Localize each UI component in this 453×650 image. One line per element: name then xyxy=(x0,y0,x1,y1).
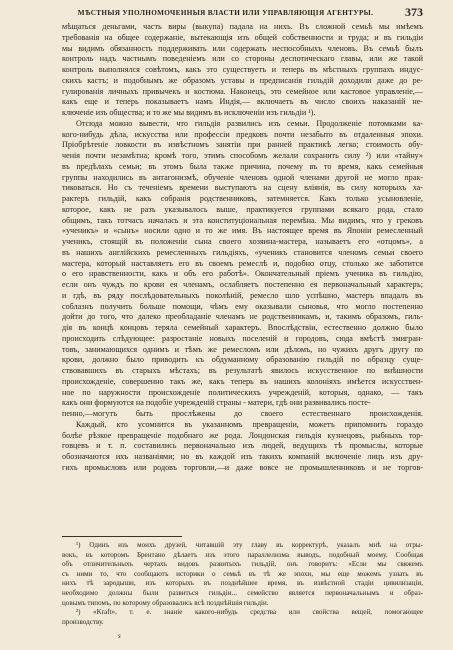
footnote-line: необходимо должны были развиться гильдіи... семейство является первоначальнымъ и образ- xyxy=(62,588,423,597)
footnotes xyxy=(62,541,423,627)
text-line: ключеніе изъ общества; и то же мы видимъ въ исключеніи изъ гильдіи ¹). xyxy=(62,108,316,117)
text-line: Пріобрѣтеніе ловкости въ извѣстномъ занятіи при ранней практикѣ легко; стоимость обу- xyxy=(62,140,423,150)
text-line: если онъ чуждъ по крови ея членамъ, ослабляетъ постепенно ея первоначальный характеръ; xyxy=(62,280,423,289)
text-line: соблазнъ получить больше помощи, чѣмъ ему оказывали сыновья, что могло постепенно xyxy=(62,301,423,311)
text-line: болѣе рѣзкое превращеніе подобнаго же рода. Лондонская гильдія кузнецовъ, рыбныхъ тор- xyxy=(62,430,423,440)
footnote-line: вокъ, въ которомъ Брентано дѣлаетъ изъ этого параллелизма выводъ, подобный моему. Сообщая xyxy=(62,550,423,559)
text-line: дія въ концѣ концовъ теряла семейный характеръ. Впослѣдствіи, естественно должно было xyxy=(62,323,423,332)
text-line: о его нравственности, какъ и объ его работѣ». Окончательный пріемъ ученика въ гильдію, xyxy=(62,269,423,279)
text-line: происходить слѣдующее: разростаніе новыхъ поселеній и городовъ, сюда вмѣстѣ эмигран- xyxy=(62,333,423,343)
text-line: контроль надъ частнымъ поведеніемъ или со стороны деспотическаго главы, или же такой xyxy=(62,54,423,64)
footnote-line: производству. xyxy=(62,617,104,626)
text-line: товъ, занимающихся однимъ и тѣмъ же ремесломъ или дѣломъ, но чужихъ другъ другу по xyxy=(62,344,423,354)
footnote-line: нихъ тѣ зародыши, изъ которыхъ въ позднѣйшее время, въ извѣстной стадіи цивилизаціи, xyxy=(62,579,423,588)
text-line: обозначаются ихъ названіями; но въ каждой изъ такихъ компаній включеніе лицъ изъ дру- xyxy=(62,452,423,461)
text-line: рактеръ гильдій, какъ собранія родственниковъ, затемняется. Какъ только усыновленіе, xyxy=(62,194,423,203)
text-line: дойти до того, что далеко преобладаніе членамъ не родственникамъ, и, такимъ образомъ, гиль- xyxy=(62,312,423,322)
text-line: происхожденіе, совершенно такъ же, какъ теперь въ нашихъ колоніяхъ имѣется искусствен- xyxy=(62,376,423,386)
text-line: требованія на общее содержаніе, вытекающія изъ общей собственности и труда; и въ гильдіи xyxy=(62,32,423,42)
text-line: говцевъ и т. п. составились первоначально изъ людей, ведущихъ тѣ промыслы, которые xyxy=(62,441,423,451)
footnote-rule xyxy=(62,536,182,537)
text-line: которое, какъ не разъ указывалось выше, практикуется группами всякаго рода, стало xyxy=(62,204,423,214)
text-line: контроль выполнялся совѣтомъ, какъ это существуетъ и теперь въ мѣстныхъ группахъ индус- xyxy=(62,65,423,74)
footnote-line: объ отличительныхъ чертахъ видовъ развитыхъ гильдій, онъ говоритъ: «Если мы свяжемъ xyxy=(62,560,423,569)
text-line: Отсюда можно вывести, что гильдія развились изъ семьи. Продолженіе потомками ка- xyxy=(76,118,423,128)
text-line: гихъ промысловъ или родовъ торговли,—и даже вовсе не промышленниковъ и не торгов- xyxy=(62,462,423,472)
footnote-line: ¹) Одинъ изъ моихъ друзей, читавшій эту главу въ корректурѣ, указалъ мнѣ на отры- xyxy=(76,541,423,549)
text-line: тиковаться. Но съ теченіемъ времени выступаютъ на сцену вліянія, въ силу которыхъ ха- xyxy=(62,183,423,193)
text-line: скихъ кастъ; и подобнымъ же образомъ уставы и предписанія гильдій доходили даже до ре- xyxy=(62,75,423,85)
footnote-line: съ ними то, что сообщаютъ историки о семьѣ въ тѣ же эпохи, мы еще можемъ узнать въ xyxy=(62,569,423,578)
text-line: гулированія личныхъ привычекъ и костюма. Наконецъ, это семейное или кастовое управленіе,— xyxy=(62,86,423,96)
text-line: «ученикъ» и «сынъ» носили одно и то же имя. Въ настоящее время въ Японіи ремесленный xyxy=(62,226,423,236)
text-line: группы находились въ антагонизмѣ, обученіе членовъ одной членами другой не могло прак- xyxy=(62,172,423,182)
text-line: ствовавшихъ въ старыхъ мѣстахъ; въ результатѣ явилось искусственное по внѣшности xyxy=(62,366,423,375)
text-line: общимъ, такъ тотчасъ началась и эта конституціональная перемѣна. Мы видимъ, что у грековъ xyxy=(62,215,423,225)
text-line: кого-нибудь дѣла, искусства или профессіи предковъ почти незабыто въ отдаленныя эпохи. xyxy=(62,129,423,139)
footnote-line: ²) «Kraft», т. е. знаніе какого-нибудь средства или свойства вещей, помогающее xyxy=(76,608,423,617)
running-header xyxy=(62,5,423,21)
text-line: и гдѣ, въ ряду послѣдовательныхъ поколѣній, ремесло шло успѣшно, мастеръ впадалъ въ xyxy=(62,290,423,300)
text-line: въ нашихъ англійскихъ ремесленныхъ гильдіяхъ, «ученикъ становится членомъ семьи своего xyxy=(62,247,423,257)
text-line: мѣщаться деньгами, часть виры (выкупа) падала на нихъ. Въ сложной семьѣ мы имѣемъ xyxy=(62,22,423,31)
text-line: ное по наружности происхожденіе политическихъ учрежденій, которыя, однако, — такъ xyxy=(62,387,423,397)
text-line: пенно,—могутъ быть прослѣжены до своего естественнаго происхожденія. xyxy=(62,409,423,418)
text-line: какъ еще и теперь показываетъ намъ Индія,— включаетъ въ число своихъ наказаній не- xyxy=(62,97,423,107)
text-line: какъ они формуются на подобіе учрежденій страны - матери, гдѣ они развивались посте- xyxy=(62,398,371,408)
text-line: ученикъ, стоящій въ положеніи сына своего хозяина-мастера, называетъ его «отцомъ», а xyxy=(62,237,423,246)
main-text xyxy=(62,22,423,474)
text-line: Каждый, кто усомнится въ указанномъ превращеніи, можетъ припомнить гораздо xyxy=(76,419,423,429)
text-line: въ предѣлахъ семьи; въ этомъ была также причина, почему въ то время, какъ семейныя xyxy=(62,161,423,171)
signature-mark: s xyxy=(118,632,121,640)
footnote-line: цовымъ типомъ, по которому образовались всѣ позднѣйшія гильдіи. xyxy=(62,598,269,607)
text-line: мастера, который наставляетъ его въ своемъ ремеслѣ и, подобно отцу, столько же заботится xyxy=(62,258,423,268)
text-line: ченія почти незамѣтна; кромѣ того, этимъ способомъ желали сохранить силу ²) или «тайну» xyxy=(62,151,423,160)
text-line: мы видимъ обязанность поддерживать или содержать неспособныхъ членовъ. Въ семьѣ былъ xyxy=(62,43,423,53)
running-title: МѢСТНЫЯ УПОЛНОМОЧЕННЫЯ ВЛАСТИ ИЛИ УПРАВЛЯЮЩІЯ АГЕНТУРЫ. xyxy=(77,9,374,17)
page-number: 373 xyxy=(405,5,423,19)
text-line: крови, должно было приводить къ обдуманному образованію гильдій по образцу суще- xyxy=(62,355,423,365)
